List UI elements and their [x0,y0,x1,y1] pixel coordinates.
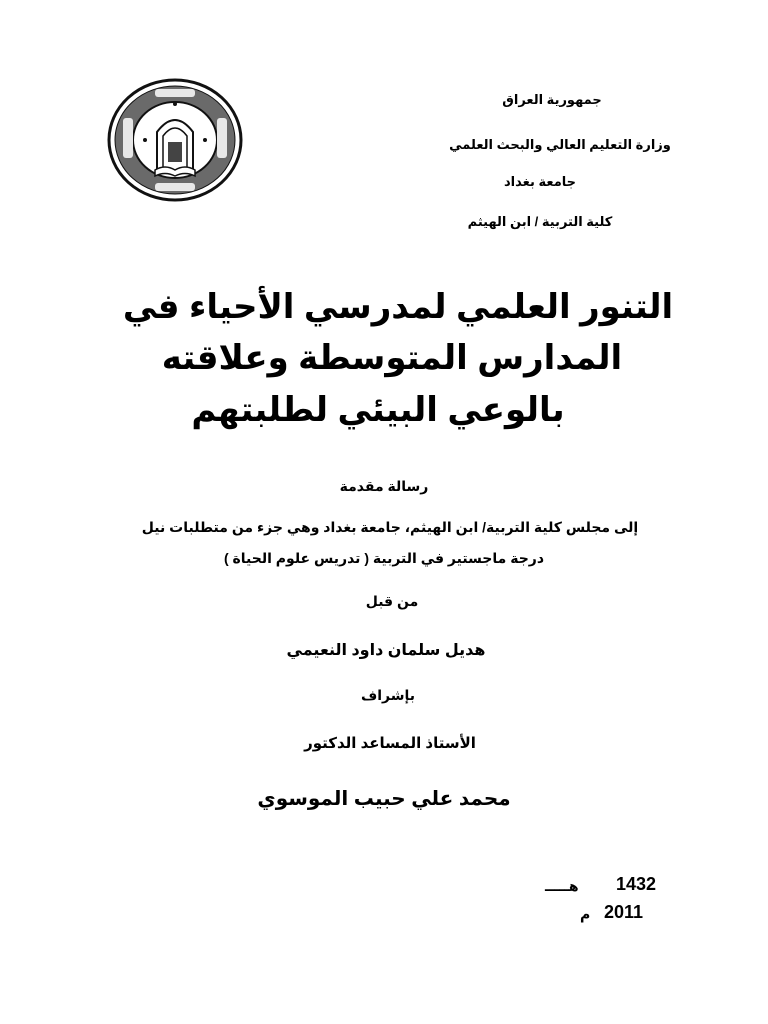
author-name: هديل سلمان داود النعيمي [286,642,486,659]
university-of-baghdad-seal-icon [105,78,245,202]
thesis-title-line-3: بالوعي البيئي لطلبتهم [191,391,565,429]
hijri-era-mark: هـــــ [545,878,579,894]
supervisor-title: الأستاذ المساعد الدكتور [304,735,476,752]
gregorian-year: 2011 [604,902,644,922]
header-university: جامعة بغداد [504,174,576,189]
thesis-title-line-1: التنور العلمي لمدرسي الأحياء في [122,288,674,326]
header-ministry: وزارة التعليم العالي والبحث العلمي [449,137,671,152]
header-college: كلية التربية / ابن الهيثم [467,214,613,229]
submission-line-1: إلى مجلس كلية التربية/ ابن الهيثم، جامعة بغداد وهي جزء من متطلبات نيل [141,519,639,535]
supervisor-name: محمد علي حبيب الموسوي [257,788,511,810]
thesis-title-line-2: المدارس المتوسطة وعلاقته [161,339,623,377]
hijri-year: 1432 [616,874,657,894]
thesis-label: رسالة مقدمة [339,478,429,494]
supervision-label: بإشراف [360,687,416,703]
submission-line-2: درجة ماجستير في التربية ( تدريس علوم الحياة ) [223,550,545,566]
header-republic: جمهورية العراق [502,92,602,107]
by-label: من قبل [365,593,419,609]
gregorian-era-mark: م [580,906,591,922]
